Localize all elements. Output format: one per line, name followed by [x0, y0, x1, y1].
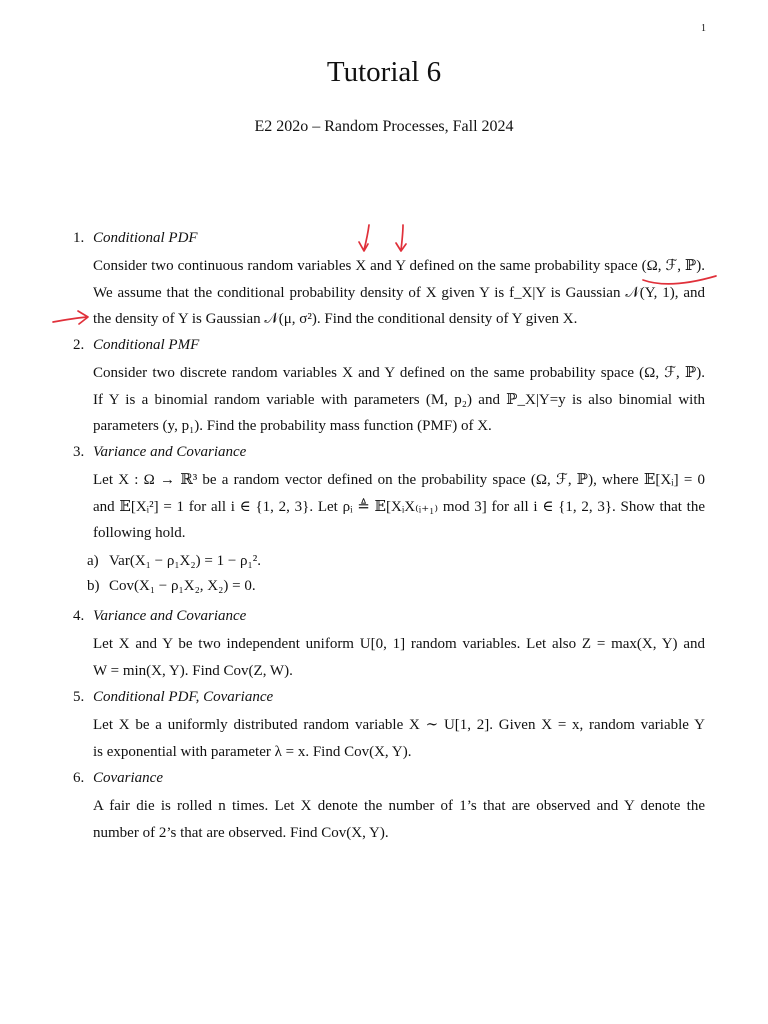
problem-4	[73, 604, 705, 685]
problem-text-line: Consider two continuous random variables X and Y defined on the same probability space (Ω, ℱ, ℙ).	[93, 258, 705, 274]
problem-number: 3.	[73, 444, 85, 460]
subpart-text: Cov(X₁ − ρ₁X₂, X₂) = 0.	[109, 578, 256, 595]
page-number: 1	[701, 23, 706, 34]
problem-6	[73, 766, 705, 847]
problem-3	[73, 440, 705, 604]
problem-text-line: is exponential with parameter λ = x. Find Cov(X, Y).	[93, 743, 412, 760]
problem-heading: Conditional PMF	[93, 337, 200, 353]
subpart-b	[87, 574, 699, 599]
problem-text-line: W = min(X, Y). Find Cov(Z, W).	[93, 662, 293, 679]
problem-number: 6.	[73, 770, 85, 786]
problem-text-line: Let X be a uniformly distributed random variable X ∼ U[1, 2]. Given X = x, random variable Y	[93, 717, 705, 733]
problem-heading: Covariance	[93, 770, 163, 786]
problem-heading: Conditional PDF, Covariance	[93, 689, 274, 705]
problem-text-line: If Y is a binomial random variable with parameters (M, p₂) and ℙ_X|Y=y is also binomial with	[93, 391, 705, 408]
subpart-a	[87, 549, 699, 574]
problem-text-line: number of 2’s that are observed. Find Cov(X, Y).	[93, 824, 389, 841]
problem-text-line: We assume that the conditional probability density of X given Y is f_X|Y is Gaussian 𝒩(Y, 1), and	[93, 284, 705, 301]
annotation-underline-icon	[640, 272, 720, 292]
annotation-arrow-x-icon	[356, 222, 376, 256]
subpart-text: Var(X₁ − ρ₁X₂) = 1 − ρ₁².	[109, 553, 261, 570]
problem-text-line: and 𝔼[Xᵢ²] = 1 for all i ∈ {1, 2, 3}. Let ρᵢ ≜ 𝔼[XᵢX₍ᵢ₊₁₎ mod 3] for all i ∈ {1, 2, 3}. Show that the	[93, 498, 705, 515]
problem-number: 1.	[73, 230, 85, 246]
problem-list	[73, 226, 705, 847]
problem-text-line: following hold.	[93, 525, 186, 542]
page-title: Tutorial 6	[326, 56, 442, 88]
subpart-list	[87, 549, 705, 599]
problem-5	[73, 685, 705, 766]
problem-number: 5.	[73, 689, 85, 705]
annotation-arrow-right-icon	[50, 308, 92, 330]
problem-heading: Conditional PDF	[93, 230, 198, 246]
problem-heading: Variance and Covariance	[93, 444, 247, 460]
problem-text-line: A fair die is rolled n times. Let X denote the number of 1’s that are observed and Y denote the	[93, 798, 705, 814]
problem-number: 2.	[73, 337, 85, 353]
subpart-label: b)	[87, 578, 100, 595]
problem-text-line: the density of Y is Gaussian 𝒩(μ, σ²). Find the conditional density of Y given X.	[93, 311, 578, 328]
problem-number: 4.	[73, 608, 85, 624]
problem-text-line: Consider two discrete random variables X and Y defined on the same probability space (Ω, ℱ, ℙ).	[93, 365, 705, 381]
problem-text-line: parameters (y, p₁). Find the probability mass function (PMF) of X.	[93, 418, 492, 435]
problem-text-line: Let X and Y be two independent uniform U[0, 1] random variables. Let also Z = max(X, Y) and	[93, 636, 705, 652]
problem-2	[73, 333, 705, 440]
problem-heading: Variance and Covariance	[93, 608, 247, 624]
annotation-arrow-y-icon	[392, 222, 412, 256]
problem-text-line: Let X : Ω → ℝ³ be a random vector defined on the probability space (Ω, ℱ, ℙ), where 𝔼[Xᵢ] = 0	[93, 472, 705, 488]
subpart-label: a)	[87, 553, 99, 570]
page-subtitle: E2 202o – Random Processes, Fall 2024	[254, 118, 514, 135]
